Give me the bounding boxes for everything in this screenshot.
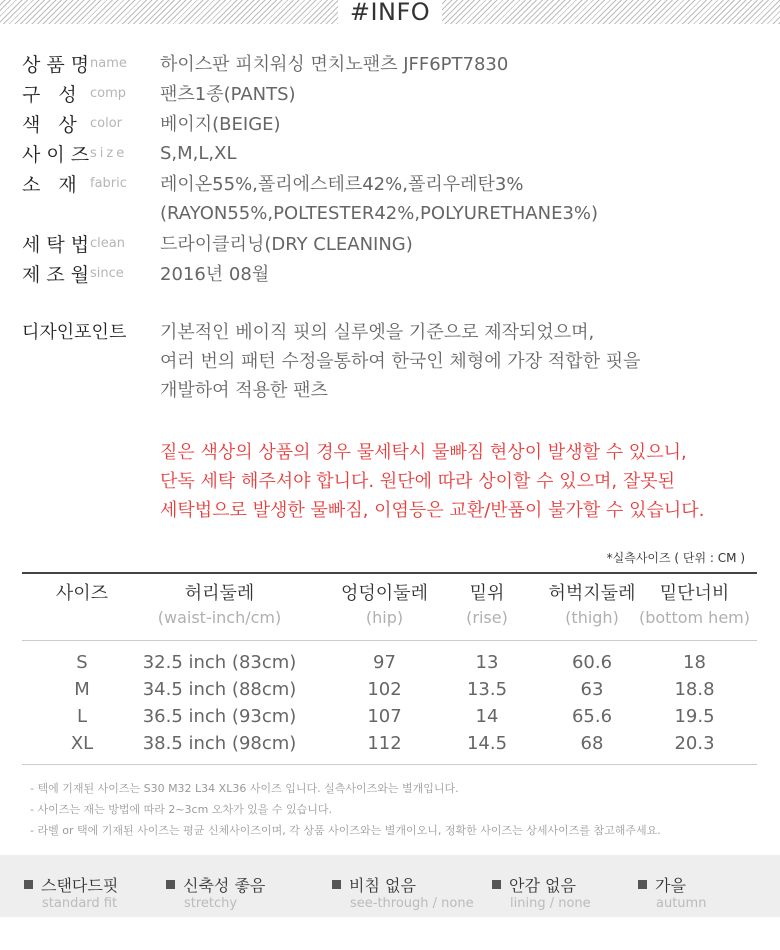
note-line: - 텍에 기재된 사이즈는 S30 M32 L34 XL36 사이즈 입니다. 실측사이즈와는 별개입니다. xyxy=(30,782,459,795)
spec-value: 드라이클리닝(DRY CLEANING) xyxy=(160,234,413,255)
warning-line: 단독 세탁 해주셔야 합니다. 원단에 따라 상이할 수 있으며, 잘못된 xyxy=(160,471,676,492)
table-cell: M xyxy=(74,679,90,700)
square-bullet-icon xyxy=(492,880,501,889)
feature-label: 신축성 좋음 xyxy=(183,876,266,895)
spec-row-clean xyxy=(22,228,762,258)
spec-value: 팬츠1종(PANTS) xyxy=(160,84,296,105)
design-line: 개발하여 적용한 팬츠 xyxy=(160,380,328,401)
table-cell: 14.5 xyxy=(466,733,508,754)
spec-row-name xyxy=(22,48,762,78)
col-subtitle: (waist-inch/cm) xyxy=(157,608,282,627)
feature-item xyxy=(638,873,706,912)
warning-line: 세탁법으로 발생한 물빠짐, 이염등은 교환/반품이 불가할 수 있습니다. xyxy=(160,500,705,521)
size-unit-note: *실측사이즈 ( 단위 : CM ) xyxy=(606,551,745,565)
spec-row-fabric-en xyxy=(22,198,762,228)
table-cell: 38.5 inch (98cm) xyxy=(142,733,297,754)
table-cell: 102 xyxy=(367,679,402,700)
feature-item xyxy=(492,873,591,912)
table-cell: 60.6 xyxy=(571,652,613,673)
table-row xyxy=(22,730,757,757)
table-row xyxy=(22,703,757,730)
col-subtitle: (hip) xyxy=(365,608,404,627)
feature-label: 가을 xyxy=(655,876,686,895)
size-table-body xyxy=(22,641,757,764)
feature-label: 안감 없음 xyxy=(509,876,576,895)
col-title: 사이즈 xyxy=(55,583,109,604)
design-text xyxy=(160,318,640,405)
spec-row-since xyxy=(22,258,762,288)
table-cell: 13 xyxy=(475,652,499,673)
spec-label: 사이즈 xyxy=(22,143,96,166)
feature-sublabel: autumn xyxy=(656,896,707,911)
col-hem xyxy=(637,582,752,630)
col-subtitle: (bottom hem) xyxy=(638,608,750,627)
col-size xyxy=(22,582,142,606)
size-table-header xyxy=(22,574,757,641)
spec-label: 세탁법 xyxy=(22,233,96,256)
spec-row-size xyxy=(22,138,762,168)
feature-bar xyxy=(0,855,780,917)
feature-sublabel: see-through / none xyxy=(350,896,474,911)
col-rise xyxy=(447,582,527,630)
spec-value: S,M,L,XL xyxy=(160,142,237,164)
wash-warning xyxy=(160,438,704,525)
feature-label: 비침 없음 xyxy=(349,876,416,895)
spec-label: 구 성 xyxy=(22,83,83,106)
spec-label: 소 재 xyxy=(22,173,83,196)
spec-label: 제조월 xyxy=(22,263,96,286)
table-cell: 36.5 inch (93cm) xyxy=(142,706,297,727)
table-cell: 13.5 xyxy=(466,679,508,700)
spec-label: 상품명 xyxy=(22,53,96,76)
feature-sublabel: lining / none xyxy=(510,896,591,911)
table-cell: L xyxy=(76,706,88,727)
design-label: 디자인포인트 xyxy=(22,322,127,343)
col-title: 엉덩이둘레 xyxy=(341,583,428,604)
spec-label-en: fabric xyxy=(90,175,127,191)
col-hip xyxy=(322,582,447,630)
feature-sublabel: standard fit xyxy=(42,896,118,911)
size-notes xyxy=(30,778,661,841)
spec-value: 베이지(BEIGE) xyxy=(160,114,281,135)
design-line: 여러 번의 패턴 수정을통하여 한국인 체형에 가장 적합한 핏을 xyxy=(160,351,641,372)
spec-label: 색 상 xyxy=(22,113,83,136)
square-bullet-icon xyxy=(24,880,33,889)
table-cell: XL xyxy=(70,733,94,754)
spec-value: 2016년 08월 xyxy=(160,264,270,285)
col-thigh xyxy=(537,582,647,630)
table-cell: 97 xyxy=(373,652,396,673)
spec-label-en: name xyxy=(90,55,127,71)
col-subtitle: (rise) xyxy=(466,608,508,627)
table-cell: 18.8 xyxy=(674,679,715,700)
col-title: 허리둘레 xyxy=(184,583,255,604)
table-cell: 107 xyxy=(367,706,402,727)
spec-row-comp xyxy=(22,78,762,108)
feature-sublabel: stretchy xyxy=(184,896,238,911)
spec-row-fabric xyxy=(22,168,762,198)
feature-item xyxy=(166,873,265,912)
col-title: 밑위 xyxy=(469,583,505,604)
note-line: - 라벨 or 택에 기재된 사이즈는 평균 신체사이즈이며, 각 상품 사이즈와는 별개이오니, 정확한 사이즈는 상세사이즈를 참고해주세요. xyxy=(30,824,661,837)
table-cell: 14 xyxy=(475,706,499,727)
note-line: - 사이즈는 재는 방법에 따라 2~3cm 오차가 있을 수 있습니다. xyxy=(30,803,333,816)
spec-value: 하이스판 피치워싱 면치노팬츠 JFF6PT7830 xyxy=(160,54,509,75)
spec-list xyxy=(22,48,762,288)
spec-value: (RAYON55%,POLTESTER42%,POLYURETHANE3%) xyxy=(160,202,599,224)
table-cell: 18 xyxy=(683,652,706,673)
table-cell: 20.3 xyxy=(674,733,715,754)
spec-label-en: size xyxy=(90,145,128,161)
table-cell: 65.6 xyxy=(571,706,613,727)
col-title: 밑단너비 xyxy=(659,583,730,604)
table-cell: S xyxy=(76,652,88,673)
table-row xyxy=(22,676,757,703)
spec-label-en: since xyxy=(90,265,124,281)
table-cell: 63 xyxy=(580,679,604,700)
table-cell: 19.5 xyxy=(674,706,715,727)
table-cell: 112 xyxy=(367,733,402,754)
square-bullet-icon xyxy=(638,880,647,889)
size-table xyxy=(22,572,757,765)
square-bullet-icon xyxy=(166,880,175,889)
table-cell: 32.5 inch (83cm) xyxy=(142,652,297,673)
table-cell: 34.5 inch (88cm) xyxy=(142,679,297,700)
spec-value: 레이온55%,폴리에스테르42%,폴리우레탄3% xyxy=(160,174,524,195)
table-row xyxy=(22,649,757,676)
col-title: 허벅지둘레 xyxy=(548,583,636,604)
warning-line: 짙은 색상의 상품의 경우 물세탁시 물빠짐 현상이 발생할 수 있으니, xyxy=(160,442,687,463)
spec-label-en: color xyxy=(90,115,123,131)
col-waist xyxy=(132,582,307,630)
design-line: 기본적인 베이직 핏의 실루엣을 기준으로 제작되었으며, xyxy=(160,322,595,343)
col-subtitle: (thigh) xyxy=(565,608,619,627)
spec-label-en: comp xyxy=(90,85,127,101)
feature-item xyxy=(24,873,118,912)
spec-row-color xyxy=(22,108,762,138)
info-title: #INFO xyxy=(338,0,442,24)
spec-label-en: clean xyxy=(90,235,125,251)
square-bullet-icon xyxy=(332,880,341,889)
table-cell: 68 xyxy=(580,733,604,754)
feature-item xyxy=(332,873,474,912)
feature-label: 스탠다드핏 xyxy=(41,876,119,895)
